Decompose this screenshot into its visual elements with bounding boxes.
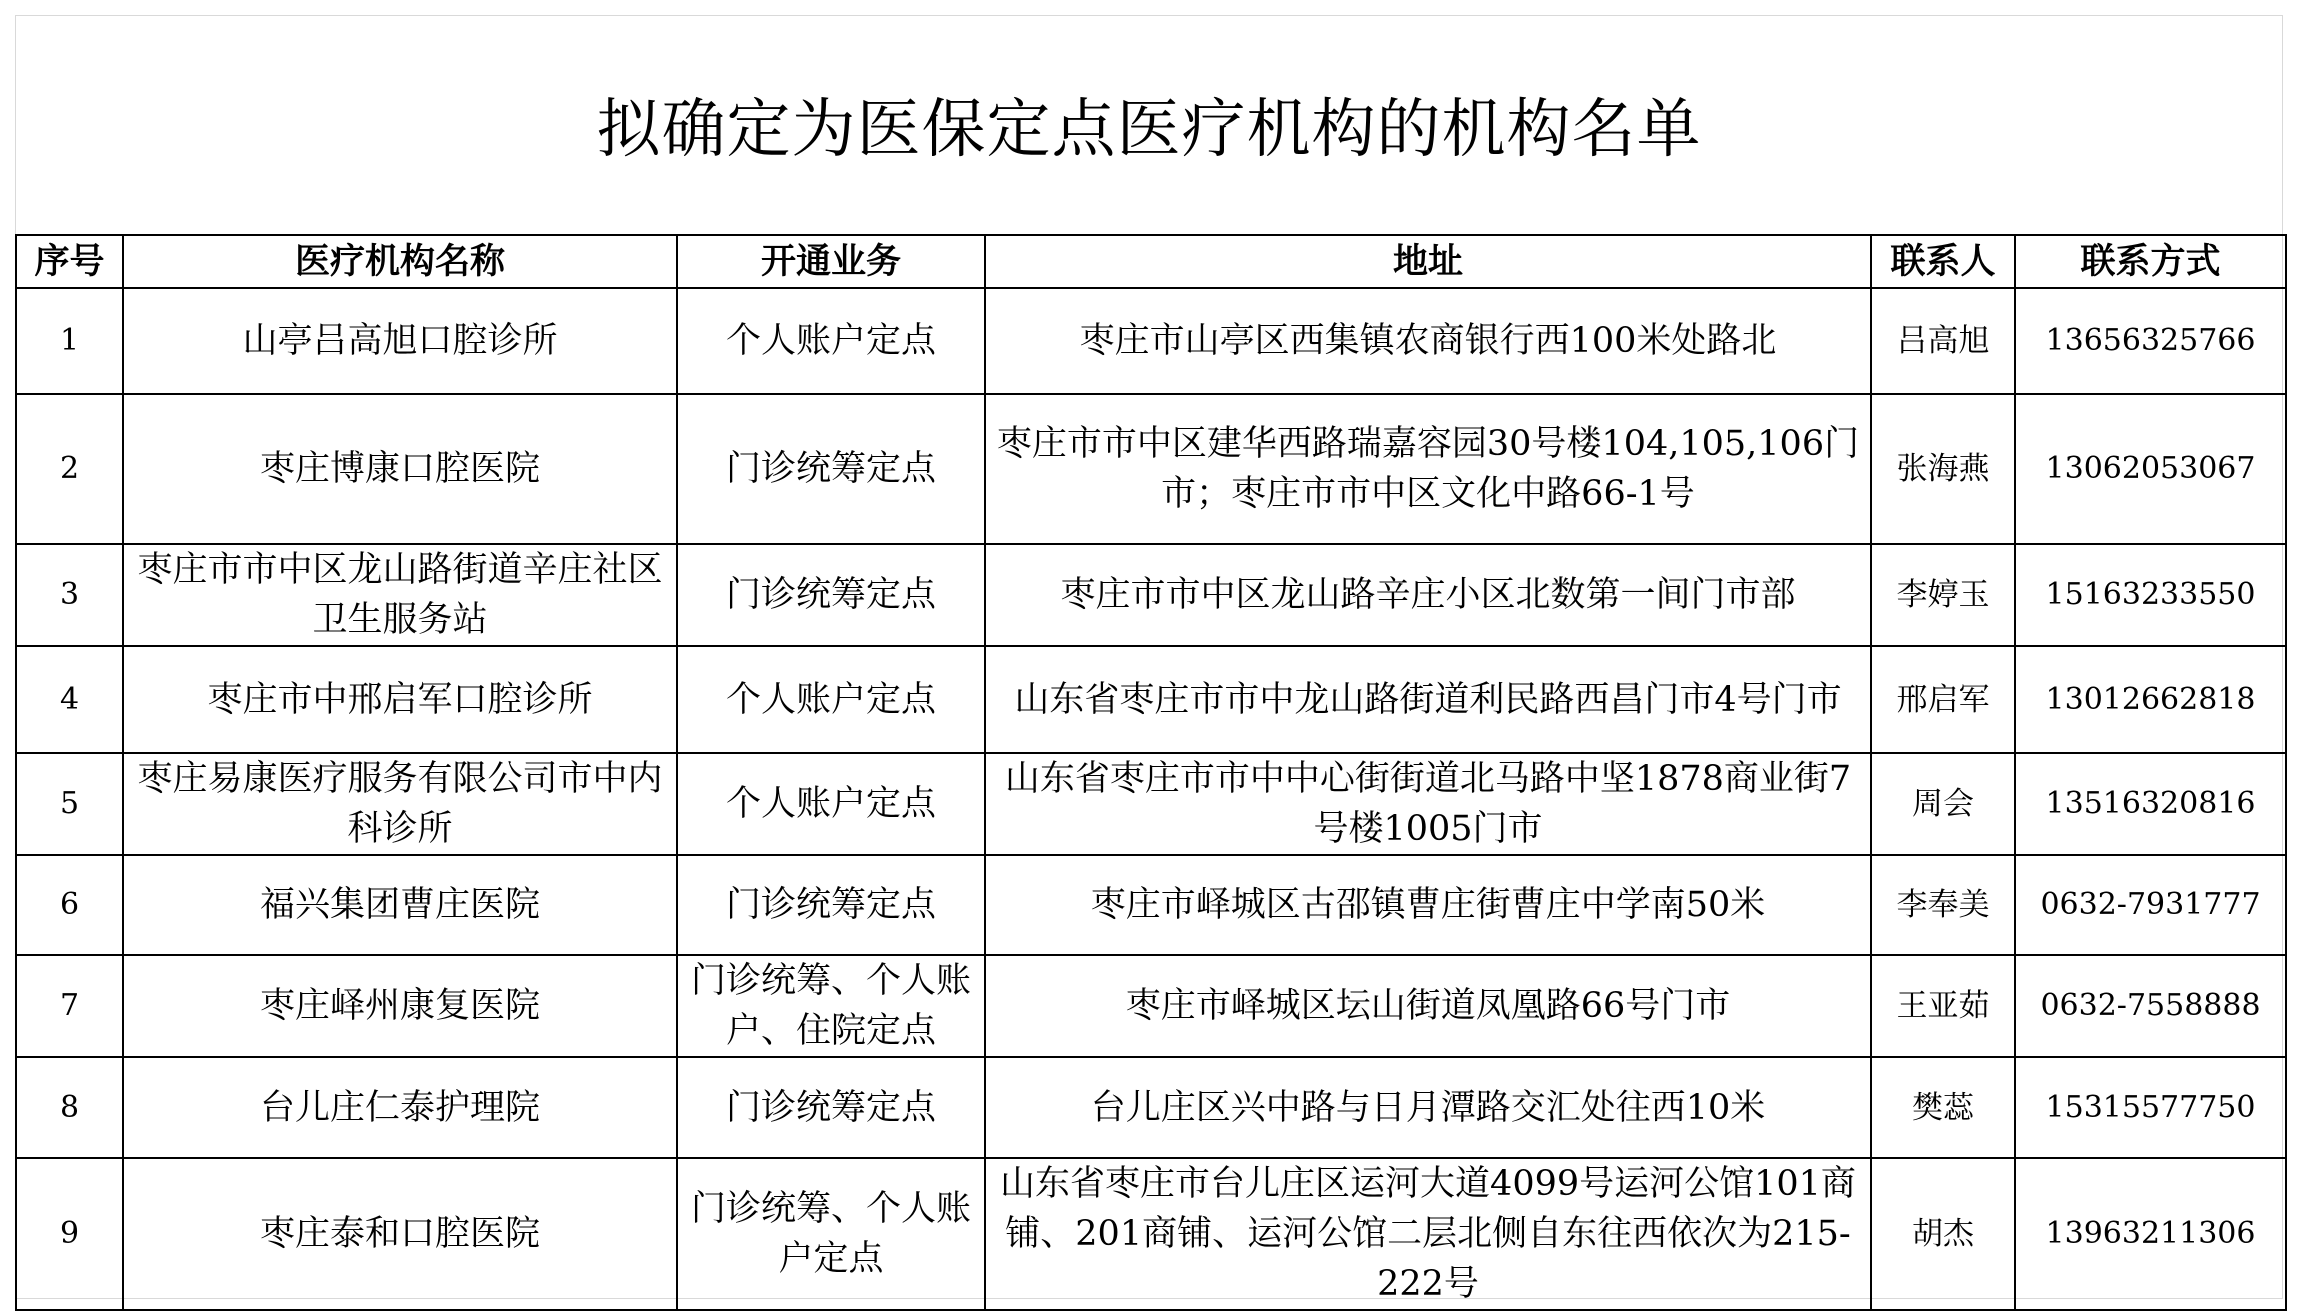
header-address: 地址 xyxy=(985,235,1871,288)
row-address: 枣庄市市中区龙山路辛庄小区北数第一间门市部 xyxy=(985,544,1871,646)
row-contact: 樊蕊 xyxy=(1871,1057,2015,1158)
row-phone: 13516320816 xyxy=(2015,753,2286,855)
row-contact: 李婷玉 xyxy=(1871,544,2015,646)
row-address: 枣庄市山亭区西集镇农商银行西100米处路北 xyxy=(985,288,1871,394)
table-row xyxy=(16,544,2286,646)
row-contact: 周会 xyxy=(1871,753,2015,855)
header-service: 开通业务 xyxy=(677,235,985,288)
header-contact: 联系人 xyxy=(1871,235,2015,288)
table-row xyxy=(16,1057,2286,1158)
row-index: 3 xyxy=(16,544,123,646)
table-header-row xyxy=(16,235,2286,288)
table-row xyxy=(16,394,2286,544)
row-phone: 13012662818 xyxy=(2015,646,2286,753)
row-index: 4 xyxy=(16,646,123,753)
row-name: 台儿庄仁泰护理院 xyxy=(123,1057,677,1158)
row-index: 5 xyxy=(16,753,123,855)
table-row xyxy=(16,753,2286,855)
row-index: 1 xyxy=(16,288,123,394)
row-service: 个人账户定点 xyxy=(677,646,985,753)
header-name: 医疗机构名称 xyxy=(123,235,677,288)
row-service: 门诊统筹定点 xyxy=(677,544,985,646)
header-index: 序号 xyxy=(16,235,123,288)
row-service: 门诊统筹定点 xyxy=(677,394,985,544)
row-phone: 0632-7558888 xyxy=(2015,955,2286,1057)
row-address: 枣庄市市中区建华西路瑞嘉容园30号楼104,105,106门市；枣庄市市中区文化中路66-1号 xyxy=(985,394,1871,544)
row-index: 6 xyxy=(16,855,123,955)
row-contact: 邢启军 xyxy=(1871,646,2015,753)
row-service: 个人账户定点 xyxy=(677,288,985,394)
row-address: 山东省枣庄市市中中心街街道北马路中坚1878商业街7号楼1005门市 xyxy=(985,753,1871,855)
row-service: 门诊统筹、个人账户定点 xyxy=(677,1158,985,1310)
row-service: 门诊统筹、个人账户、住院定点 xyxy=(677,955,985,1057)
row-name: 枣庄市中邢启军口腔诊所 xyxy=(123,646,677,753)
page-title: 拟确定为医保定点医疗机构的机构名单 xyxy=(596,93,1702,167)
row-address: 枣庄市峄城区古邵镇曹庄街曹庄中学南50米 xyxy=(985,855,1871,955)
row-contact: 王亚茹 xyxy=(1871,955,2015,1057)
header-phone: 联系方式 xyxy=(2015,235,2286,288)
row-phone: 15315577750 xyxy=(2015,1057,2286,1158)
row-address: 台儿庄区兴中路与日月潭路交汇处往西10米 xyxy=(985,1057,1871,1158)
row-phone: 13062053067 xyxy=(2015,394,2286,544)
table-row xyxy=(16,646,2286,753)
row-contact: 吕高旭 xyxy=(1871,288,2015,394)
row-name: 枣庄市市中区龙山路街道辛庄社区卫生服务站 xyxy=(123,544,677,646)
row-phone: 13656325766 xyxy=(2015,288,2286,394)
row-name: 枣庄泰和口腔医院 xyxy=(123,1158,677,1310)
row-service: 门诊统筹定点 xyxy=(677,855,985,955)
row-address: 枣庄市峄城区坛山街道凤凰路66号门市 xyxy=(985,955,1871,1057)
institution-table xyxy=(15,234,2287,1311)
row-name: 枣庄峄州康复医院 xyxy=(123,955,677,1057)
row-address: 山东省枣庄市市中龙山路街道利民路西昌门市4号门市 xyxy=(985,646,1871,753)
row-contact: 胡杰 xyxy=(1871,1158,2015,1310)
row-phone: 0632-7931777 xyxy=(2015,855,2286,955)
row-name: 福兴集团曹庄医院 xyxy=(123,855,677,955)
row-name: 枣庄博康口腔医院 xyxy=(123,394,677,544)
row-index: 9 xyxy=(16,1158,123,1310)
table-row xyxy=(16,288,2286,394)
row-phone: 13963211306 xyxy=(2015,1158,2286,1310)
row-index: 7 xyxy=(16,955,123,1057)
row-service: 个人账户定点 xyxy=(677,753,985,855)
row-name: 枣庄易康医疗服务有限公司市中内科诊所 xyxy=(123,753,677,855)
table-row xyxy=(16,1158,2286,1310)
table-row xyxy=(16,955,2286,1057)
row-contact: 李奉美 xyxy=(1871,855,2015,955)
row-index: 8 xyxy=(16,1057,123,1158)
row-index: 2 xyxy=(16,394,123,544)
row-contact: 张海燕 xyxy=(1871,394,2015,544)
table-row xyxy=(16,855,2286,955)
row-name: 山亭吕高旭口腔诊所 xyxy=(123,288,677,394)
row-phone: 15163233550 xyxy=(2015,544,2286,646)
row-address: 山东省枣庄市台儿庄区运河大道4099号运河公馆101商铺、201商铺、运河公馆二层北侧自东往西依次为215-222号 xyxy=(985,1158,1871,1310)
row-service: 门诊统筹定点 xyxy=(677,1057,985,1158)
